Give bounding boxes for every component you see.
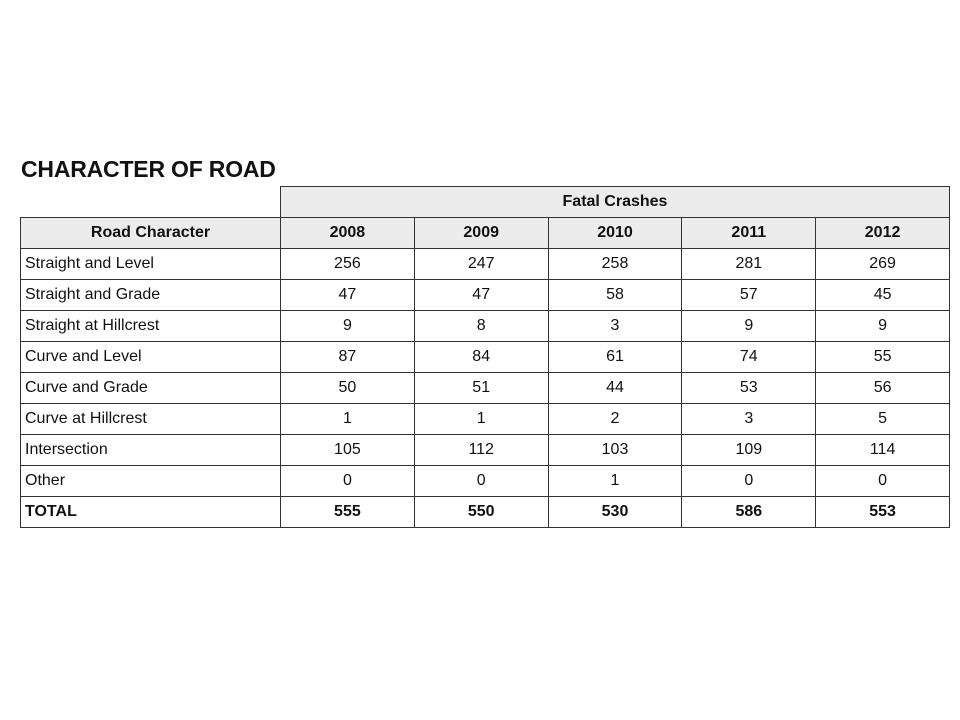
table-cell: 9: [816, 311, 950, 342]
column-header-row: [21, 218, 950, 249]
table-cell: 56: [816, 373, 950, 404]
table-cell: 44: [548, 373, 682, 404]
table-cell: 0: [682, 466, 816, 497]
table-cell: 103: [548, 435, 682, 466]
table-cell: 47: [281, 280, 415, 311]
table-cell: 61: [548, 342, 682, 373]
total-cell: 530: [548, 497, 682, 528]
total-cell: 586: [682, 497, 816, 528]
row-label: Other: [21, 466, 281, 497]
row-label: Intersection: [21, 435, 281, 466]
table-cell: 45: [816, 280, 950, 311]
table-cell: 1: [548, 466, 682, 497]
table-cell: 87: [281, 342, 415, 373]
blank-corner-cell: [21, 187, 281, 218]
table-row: [21, 466, 950, 497]
row-label: Curve and Level: [21, 342, 281, 373]
table-cell: 1: [414, 404, 548, 435]
table-cell: 74: [682, 342, 816, 373]
table-row: [21, 342, 950, 373]
column-header-road-character: Road Character: [21, 218, 281, 249]
row-label: Straight and Level: [21, 249, 281, 280]
table-cell: 47: [414, 280, 548, 311]
group-header-row: [21, 187, 950, 218]
total-row: [21, 497, 950, 528]
table-cell: 269: [816, 249, 950, 280]
column-header-year: 2010: [548, 218, 682, 249]
page-title: CHARACTER OF ROAD: [21, 156, 276, 182]
table-cell: 0: [281, 466, 415, 497]
table-cell: 281: [682, 249, 816, 280]
table-cell: 51: [414, 373, 548, 404]
row-label: Curve at Hillcrest: [21, 404, 281, 435]
table-cell: 109: [682, 435, 816, 466]
table-cell: 1: [281, 404, 415, 435]
table-row: [21, 404, 950, 435]
table-cell: 53: [682, 373, 816, 404]
fatal-crashes-table: [20, 186, 950, 528]
table-cell: 8: [414, 311, 548, 342]
table-cell: 57: [682, 280, 816, 311]
table-row: [21, 280, 950, 311]
table-cell: 258: [548, 249, 682, 280]
total-cell: 550: [414, 497, 548, 528]
table-cell: 112: [414, 435, 548, 466]
table-row: [21, 435, 950, 466]
table-cell: 105: [281, 435, 415, 466]
table-cell: 50: [281, 373, 415, 404]
column-header-year: 2011: [682, 218, 816, 249]
table-cell: 247: [414, 249, 548, 280]
group-header-fatal-crashes: Fatal Crashes: [281, 187, 950, 218]
total-label: TOTAL: [21, 497, 281, 528]
table-cell: 5: [816, 404, 950, 435]
column-header-year: 2008: [281, 218, 415, 249]
table-cell: 0: [414, 466, 548, 497]
table-cell: 9: [281, 311, 415, 342]
row-label: Curve and Grade: [21, 373, 281, 404]
row-label: Straight and Grade: [21, 280, 281, 311]
table-cell: 55: [816, 342, 950, 373]
table-row: [21, 249, 950, 280]
table-row: [21, 373, 950, 404]
table-cell: 256: [281, 249, 415, 280]
table-cell: 84: [414, 342, 548, 373]
table-cell: 58: [548, 280, 682, 311]
row-label: Straight at Hillcrest: [21, 311, 281, 342]
total-cell: 555: [281, 497, 415, 528]
table-row: [21, 311, 950, 342]
total-cell: 553: [816, 497, 950, 528]
table-cell: 3: [548, 311, 682, 342]
table-cell: 2: [548, 404, 682, 435]
column-header-year: 2009: [414, 218, 548, 249]
table-cell: 9: [682, 311, 816, 342]
table-cell: 114: [816, 435, 950, 466]
table-cell: 3: [682, 404, 816, 435]
table-cell: 0: [816, 466, 950, 497]
column-header-year: 2012: [816, 218, 950, 249]
